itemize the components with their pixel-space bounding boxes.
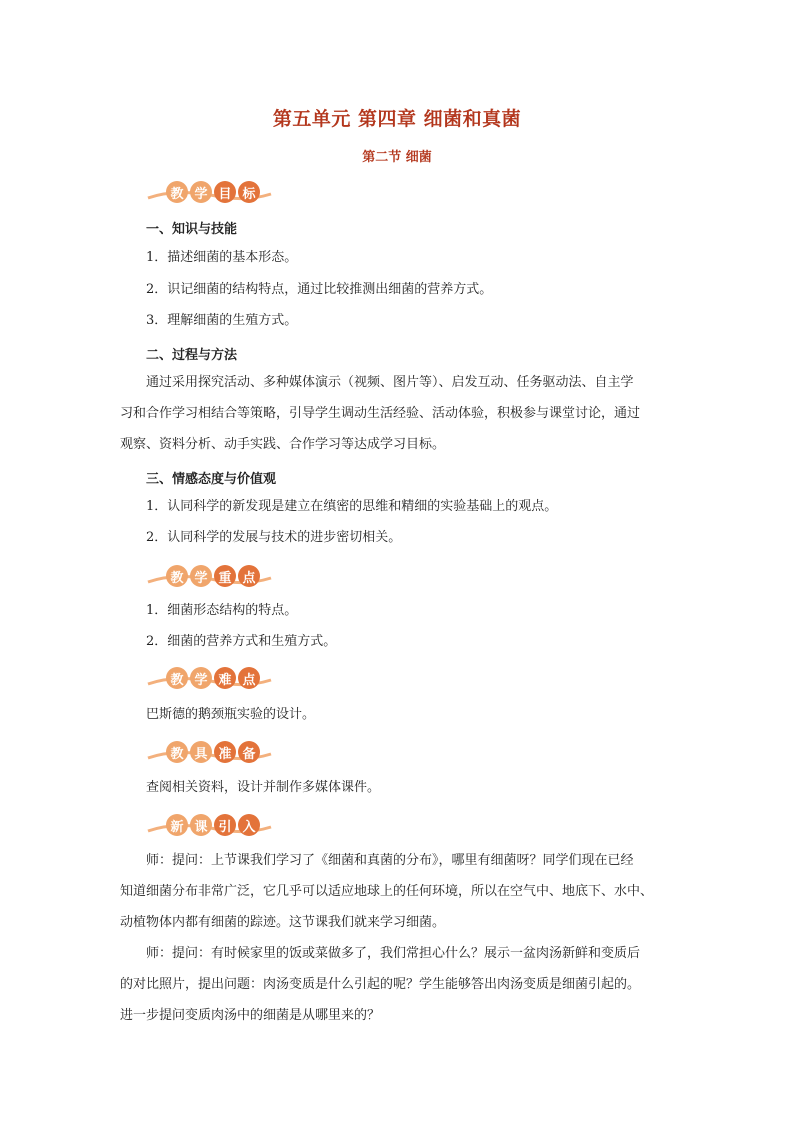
intro-paragraph-line: 师：提问：有时候家里的饭或菜做多了，我们常担心什么？展示一盆肉汤新鲜和变质后 — [146, 946, 641, 961]
badge-char: 点 — [238, 667, 260, 689]
paragraph-line: 习和合作学习相结合等策略，引导学生调动生活经验、活动体验，积极参与课堂讨论，通过 — [120, 406, 641, 421]
intro-paragraph-line: 动植物体内都有细菌的踪迹。这节课我们就来学习细菌。 — [120, 915, 446, 930]
objective-item: 1．描述细菌的基本形态。 — [146, 250, 298, 265]
tools-text: 查阅相关资料，设计并制作多媒体课件。 — [146, 780, 381, 795]
badge-char: 学 — [190, 667, 212, 689]
badge-char: 备 — [238, 741, 260, 763]
badge-char: 教 — [166, 667, 188, 689]
difficulty-text: 巴斯德的鹅颈瓶实验的设计。 — [146, 707, 316, 722]
badge-char: 引 — [214, 814, 236, 836]
objective-item: 2．识记细菌的结构特点，通过比较推测出细菌的营养方式。 — [146, 282, 493, 297]
section-heading-attitude: 三、情感态度与价值观 — [146, 472, 277, 487]
intro-paragraph-line: 进一步提问变质肉汤中的细菌是从哪里来的？ — [120, 1008, 381, 1023]
paragraph-line: 观察、资料分析、动手实践、合作学习等达成学习目标。 — [120, 437, 446, 452]
badge-teaching-tools — [146, 736, 276, 766]
objective-item: 1．认同科学的新发现是建立在缜密的思维和精细的实验基础上的观点。 — [146, 499, 558, 514]
badge-new-lesson-intro — [146, 809, 276, 839]
intro-paragraph-line: 的对比照片，提出问题：肉汤变质是什么引起的呢？学生能够答出肉汤变质是细菌引起的。 — [120, 977, 641, 992]
document-title: 第五单元 第四章 细菌和真菌 — [272, 108, 522, 130]
badge-char: 点 — [238, 565, 260, 587]
badge-key-points — [146, 560, 276, 590]
badge-char: 难 — [214, 667, 236, 689]
badge-char: 准 — [214, 741, 236, 763]
badge-char: 课 — [190, 814, 212, 836]
objective-item: 2．认同科学的发展与技术的进步密切相关。 — [146, 530, 402, 545]
badge-char: 目 — [214, 181, 236, 203]
intro-paragraph-line: 师：提问：上节课我们学习了《细菌和真菌的分布》，哪里有细菌呀？同学们现在已经 — [146, 853, 634, 868]
badge-char: 入 — [238, 814, 260, 836]
badge-char: 重 — [214, 565, 236, 587]
section-subtitle: 第二节 细菌 — [362, 150, 432, 165]
badge-char: 标 — [238, 181, 260, 203]
badge-difficulties — [146, 662, 276, 692]
badge-char: 教 — [166, 565, 188, 587]
section-heading-process: 二、过程与方法 — [146, 348, 238, 363]
badge-teaching-objectives — [146, 176, 276, 206]
objective-item: 3．理解细菌的生殖方式。 — [146, 313, 298, 328]
key-point-item: 1．细菌形态结构的特点。 — [146, 603, 298, 618]
section-heading-knowledge: 一、知识与技能 — [146, 222, 238, 237]
badge-char: 教 — [166, 741, 188, 763]
badge-char: 学 — [190, 181, 212, 203]
badge-char: 学 — [190, 565, 212, 587]
badge-char: 具 — [190, 741, 212, 763]
intro-paragraph-line: 知道细菌分布非常广泛，它几乎可以适应地球上的任何环境，所以在空气中、地底下、水中、 — [120, 884, 654, 899]
badge-char: 教 — [166, 181, 188, 203]
key-point-item: 2．细菌的营养方式和生殖方式。 — [146, 634, 337, 649]
badge-char: 新 — [166, 814, 188, 836]
paragraph-line: 通过采用探究活动、多种媒体演示（视频、图片等）、启发互动、任务驱动法、自主学 — [146, 375, 634, 390]
